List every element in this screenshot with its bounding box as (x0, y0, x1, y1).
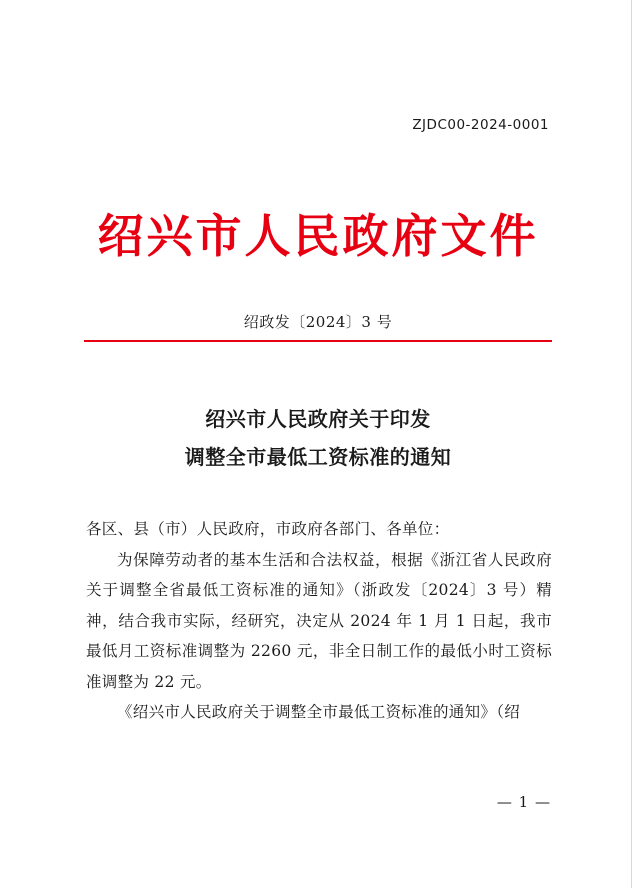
document-code: ZJDC00-2024-0001 (412, 117, 549, 133)
document-number: 绍政发〔2024〕3 号 (243, 313, 393, 331)
issuer-heading: 绍兴市人民政府文件 (97, 209, 539, 263)
document-body (86, 514, 552, 728)
title-line-2: 调整全市最低工资标准的通知 (184, 445, 452, 469)
page-number: — 1 — (496, 793, 551, 811)
body-paragraph-2: 《绍兴市人民政府关于调整全市最低工资标准的通知》（绍 (117, 703, 521, 721)
document-title (84, 400, 552, 476)
body-paragraph-1: 为保障劳动者的基本生活和合法权益，根据《浙江省人民政府关于调整全省最低工资标准的通知》（浙政发〔2024〕3 号）精神，结合我市实际，经研究，决定从 2024 年 1 月 1 日起，我市最低月工资标准调整为 2260 元，非全日制工作的最低小时工资标准调整为 22 元。 (86, 550, 552, 691)
title-line-1: 绍兴市人民政府关于印发 (205, 407, 431, 431)
red-divider (84, 340, 552, 342)
salutation: 各区、县（市）人民政府，市政府各部门、各单位： (86, 520, 450, 538)
